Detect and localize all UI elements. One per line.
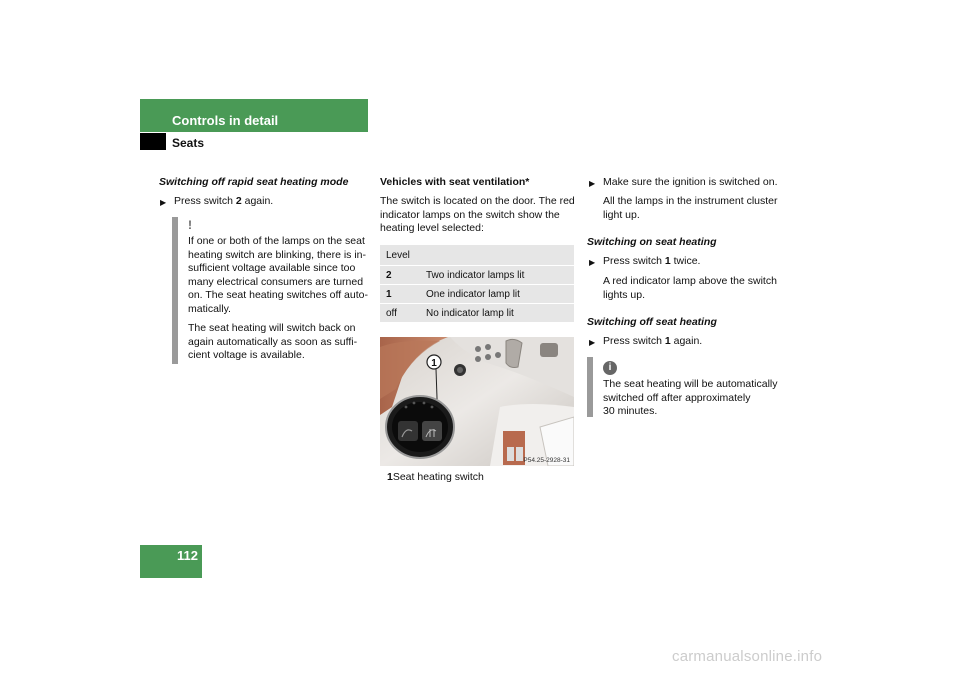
section-marker	[140, 133, 166, 150]
step-arrow-icon: ▶	[589, 258, 596, 267]
seat-heating-off-heading: Switching off seat heating	[587, 316, 717, 328]
warning-note	[172, 217, 368, 364]
seat-heating-switch-photo	[380, 337, 574, 466]
step-press-switch-1-twice: Press switch 1 twice.	[603, 255, 701, 267]
info-note	[587, 357, 778, 417]
seat-ventilation-body: The switch is located on the door. The red indicator lamps on the switch show the heating level selected:	[380, 195, 575, 234]
warning-text-1: If one or both of the lamps on the seat heating switch are blinking, there is in- sufficient voltage available since too many electrical consumers are turned on. The seat heating switches off auto- matically.	[188, 235, 368, 315]
table-cell-level: 2	[380, 266, 420, 285]
table-row	[380, 285, 574, 304]
page-number: 112	[177, 548, 198, 563]
step-arrow-icon: ▶	[589, 338, 596, 347]
table-cell-desc: One indicator lamp lit	[420, 285, 574, 304]
section-title: Seats	[172, 136, 205, 150]
seat-ventilation-heading: Vehicles with seat ventilation*	[380, 176, 530, 188]
rapid-heating-off-heading: Switching off rapid seat heating mode	[159, 176, 349, 188]
step-ignition: Make sure the ignition is switched on.	[603, 176, 778, 188]
table-header-level: Level	[380, 245, 420, 266]
table-cell-level: off	[380, 304, 420, 323]
table-header-row	[380, 245, 574, 266]
info-icon: i	[603, 361, 617, 375]
seat-heating-on-heading: Switching on seat heating	[587, 236, 717, 248]
step-ignition-detail: All the lamps in the instrument cluster light up.	[603, 195, 778, 221]
table-cell-desc: No indicator lamp lit	[420, 304, 574, 323]
info-text: The seat heating will be automatically switched off after approximately 30 minutes.	[603, 378, 778, 417]
step-arrow-icon: ▶	[160, 198, 167, 207]
step-arrow-icon: ▶	[589, 179, 596, 188]
photo-caption: 1Seat heating switch	[387, 471, 484, 483]
photo-code: P54.25-2928-31	[523, 457, 570, 464]
step-press-switch-1-detail: A red indicator lamp above the switch lights up.	[603, 275, 777, 301]
table-cell-desc: Two indicator lamps lit	[420, 266, 574, 285]
table-row	[380, 304, 574, 323]
table-cell-level: 1	[380, 285, 420, 304]
warning-icon: !	[188, 218, 192, 232]
watermark: carmanualsonline.info	[672, 648, 823, 665]
photo-callout: 1	[431, 358, 437, 369]
heating-level-table	[380, 245, 574, 323]
warning-text-2: The seat heating will switch back on again automatically as soon as suffi- cient voltage is available.	[188, 322, 358, 361]
step-press-switch-2: Press switch 2 again.	[174, 195, 274, 207]
step-press-switch-1-again: Press switch 1 again.	[603, 335, 703, 347]
table-row	[380, 266, 574, 285]
chapter-title: Controls in detail	[172, 113, 279, 128]
door-panel-illustration	[380, 337, 574, 466]
